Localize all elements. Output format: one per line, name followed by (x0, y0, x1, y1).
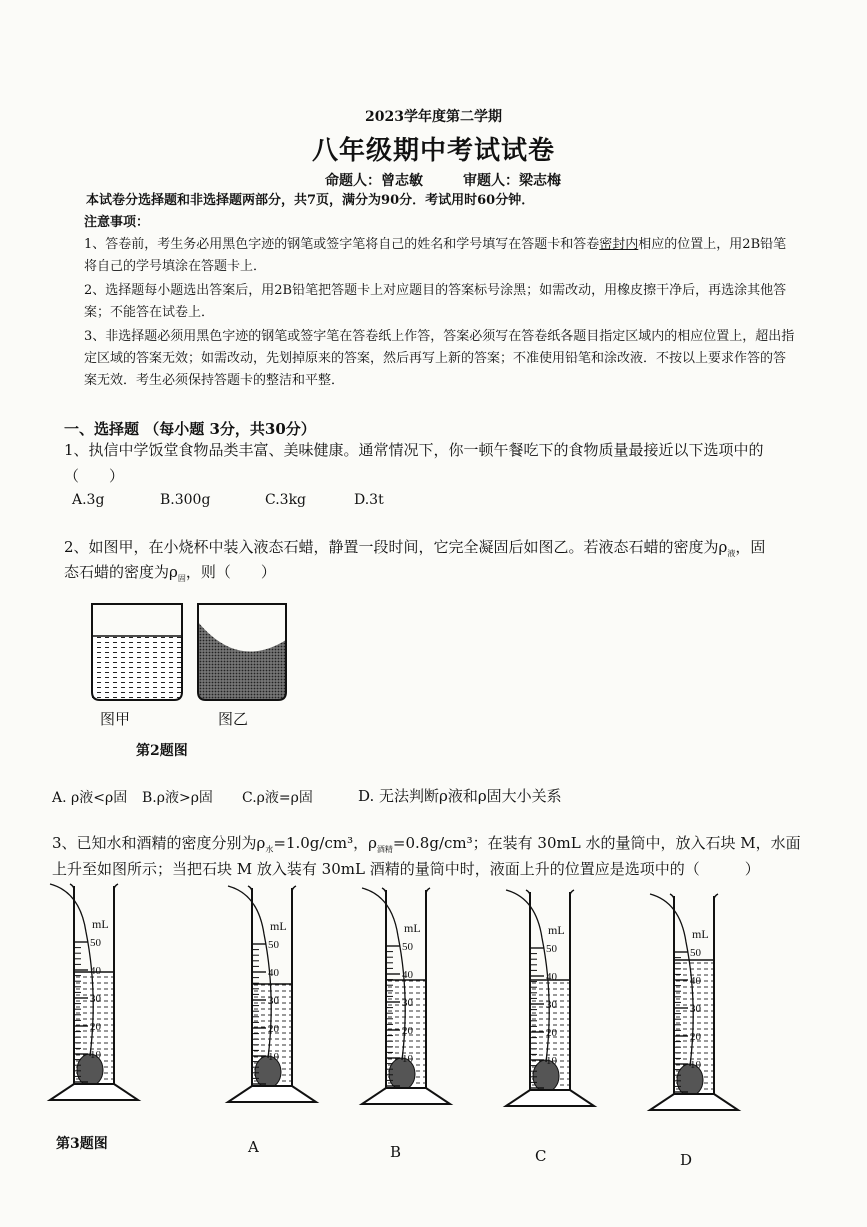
scale-tick-label: 30 (90, 993, 101, 1005)
exam-title: 八年级期中考试试卷 (311, 136, 555, 166)
exam-intro: 本试卷分选择题和非选择题两部分，共7页，满分为90分．考试用时60分钟． (86, 193, 535, 208)
reviewer: 审题人：梁志梅 (463, 173, 561, 189)
scale-tick-label: 20 (90, 1021, 101, 1033)
scale-tick-label: 30 (690, 1003, 701, 1015)
q3-figure-caption: 第3题图 (56, 1136, 108, 1152)
q3-label-c: C (535, 1147, 547, 1165)
notice-item-3-line-1: 3、非选择题必须用黑色字迹的钢笔或签字笔在答卷纸上作答，答案必须写在答卷纸各题目指定区域内的相应位置上，超出指 (84, 329, 795, 344)
notice-item-2-line-1: 2、选择题每小题选出答案后，用2B铅笔把答题卡上对应题目的答案标号涂黑；如需改动，用橡皮擦干净后，再选涂其他答 (84, 283, 787, 298)
q1-option-d: D.3t (354, 492, 384, 508)
beaker-liquid-wax (92, 604, 182, 700)
scale-tick-label: 30 (402, 997, 413, 1009)
setter: 命题人：曾志敏 (325, 173, 423, 189)
q1-stem-line-1: 1、执信中学饭堂食物品类丰富、美味健康。通常情况下，你一顿午餐吃下的食物质量最接近以下选项中的 (64, 441, 764, 459)
notice-item-3-line-2: 定区域的答案无效；如需改动，先划掉原来的答案，然后再写上新的答案；不准使用铅笔和涂改液．不按以上要求作答的答 (84, 351, 787, 366)
unit-label: mL (270, 919, 287, 933)
scale-tick-label: 10 (546, 1055, 557, 1067)
authors-line (325, 170, 601, 190)
scale-tick-label: 20 (268, 1023, 279, 1035)
scale-tick-label: 20 (546, 1027, 557, 1039)
fig-a-label: 图甲 (100, 710, 131, 728)
unit-label: mL (92, 917, 109, 931)
cylinder-d (640, 882, 740, 1112)
notice-item-3-line-3: 案无效．考生必须保持答题卡的整洁和平整． (84, 373, 345, 388)
unit-label: mL (692, 927, 709, 941)
scale-tick-label: 50 (268, 939, 279, 951)
scale-tick-label: 40 (690, 975, 701, 987)
scale-tick-label: 50 (546, 943, 557, 955)
scale-tick-label: 40 (402, 969, 413, 981)
scale-tick-label: 30 (268, 995, 279, 1007)
cylinder-b (352, 876, 452, 1106)
cylinder-a (218, 874, 318, 1104)
q2-stem-line-2: 态石蜡的密度为$\rho_固$，则（ ） (64, 563, 276, 583)
unit-label: mL (548, 923, 565, 937)
q2-option-c: C.ρ液=ρ固 (242, 790, 313, 806)
notice-heading: 注意事项： (84, 215, 150, 230)
scale-tick-label: 50 (90, 937, 101, 949)
scale-tick-label: 50 (690, 947, 701, 959)
unit-label: mL (404, 921, 421, 935)
q2-figure-caption: 第2题图 (136, 743, 188, 759)
fig-b-label: 图乙 (218, 710, 249, 728)
section-1-heading: 一、选择题 （每小题 3分，共30分） (64, 420, 316, 438)
q3-stem-line-1: 3、已知水和酒精的密度分别为$\rho_水=1.0g$/cm³，$\rho_{酒精}=0.8g$/cm³；在装有 30mL 水的量筒中，放入石块 M，水面 (52, 834, 801, 854)
q1-option-b: B.300g (160, 492, 211, 508)
q2-option-b: B.ρ液>ρ固 (142, 790, 213, 806)
notice-item-1-line-1: 1、答卷前，考生务必用黑色字迹的钢笔或签字笔将自己的姓名和学号填写在答题卡和答卷密封内相应的位置上，用2B铅笔 (84, 237, 787, 252)
notice-item-1-line-2: 将自己的学号填涂在答题卡上． (84, 259, 267, 274)
q2-option-a: A. ρ液<ρ固 (52, 790, 128, 806)
scale-tick-label: 40 (90, 965, 101, 977)
scale-tick-label: 10 (268, 1051, 279, 1063)
q2-stem-line-1: 2、如图甲，在小烧杯中装入液态石蜡，静置一段时间，它完全凝固后如图乙。若液态石蜡的密度为$\rho_液$，固 (64, 538, 766, 558)
scale-tick-label: 30 (546, 999, 557, 1011)
scale-tick-label: 20 (402, 1025, 413, 1037)
scale-tick-label: 40 (268, 967, 279, 979)
q3-label-b: B (390, 1143, 402, 1161)
scale-tick-label: 10 (690, 1059, 701, 1071)
q3-stem-line-2: 上升至如图所示；当把石块 M 放入装有 30mL 酒精的量筒中时，液面上升的位置应是选项中的（ ） (52, 860, 760, 878)
q1-stem-line-2: （ ） (64, 467, 125, 485)
cylinder-original (40, 872, 140, 1102)
q2-beaker-figures (88, 600, 288, 710)
q2-option-d: D. 无法判断ρ液和ρ固大小关系 (358, 787, 562, 805)
sealed-area-text: 密封内 (599, 237, 639, 252)
scale-tick-label: 10 (90, 1049, 101, 1061)
cylinder-c (496, 878, 596, 1108)
q1-option-c: C.3kg (265, 492, 307, 508)
q1-option-a: A.3g (72, 492, 105, 508)
q3-label-d: D (680, 1151, 693, 1169)
q3-label-a: A (248, 1138, 259, 1156)
scale-tick-label: 40 (546, 971, 557, 983)
scale-tick-label: 50 (402, 941, 413, 953)
term-heading: 2023学年度第二学期 (365, 109, 502, 125)
notice-item-2-line-2: 案；不能答在试卷上． (84, 305, 215, 320)
scale-tick-label: 20 (690, 1031, 701, 1043)
scale-tick-label: 10 (402, 1053, 413, 1065)
beaker-solid-wax (198, 604, 286, 700)
